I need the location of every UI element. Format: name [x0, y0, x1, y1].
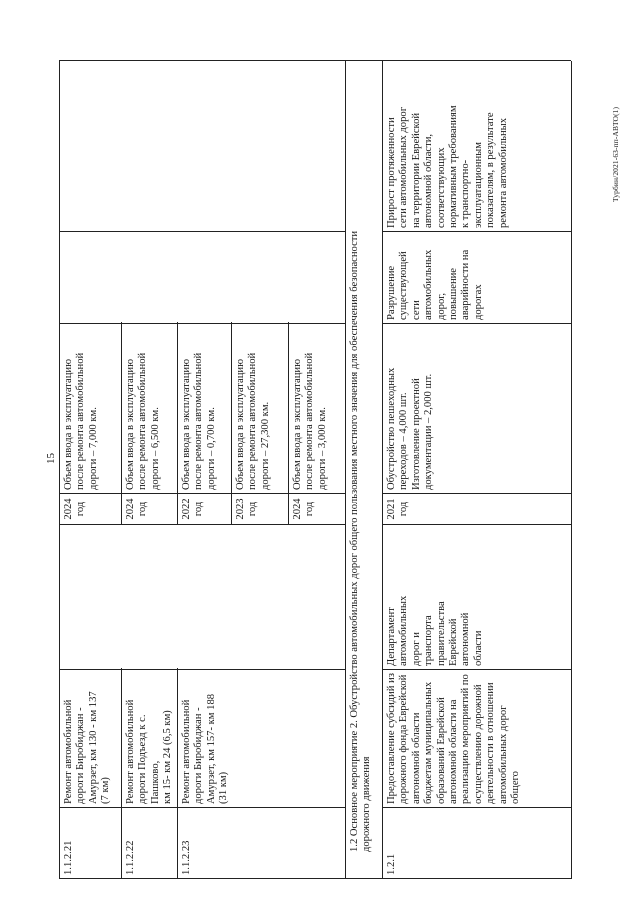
- indicator-1-2-1: Обустройство пешеходных переходов – 4,000 шт. Изготовление проектной документации – 2,000 шт.: [386, 367, 435, 490]
- row-separator-1-1-2-22: [177, 322, 178, 525]
- year-1-1-2-23-a: 2022 год: [181, 498, 205, 520]
- event-name-1-1-2-23: Ремонт автомобильной дороги Биробиджан - Амурзет, км 157- км 188 (31 км): [181, 693, 230, 804]
- row-number-1-1-2-22: 1.1.2.22: [125, 840, 136, 875]
- year-1-2-1: 2021 год: [386, 498, 410, 520]
- indicator-link-1-2-1: Прирост протяженности сети автомобильных дорог на территории Еврейской автономной области, соответствующих нормативным требованиям к транспортно- эксплуатационным показателям, в результате ремонта автомобильных: [386, 105, 509, 228]
- row-separator-1-1-2-21: [121, 322, 122, 525]
- column-divider: [59, 669, 345, 670]
- indicator-1-1-2-23-a: Объем ввода в эксплуатацию после ремонта автомобильной дороги – 0,700 км.: [181, 352, 217, 490]
- year-1-1-2-21: 2024 год: [63, 498, 87, 520]
- indicator-1-1-2-23-b: Объем ввода в эксплуатацию после ремонта автомобильной дороги – 27,300 км.: [235, 352, 271, 490]
- column-divider: [59, 231, 345, 232]
- indicator-1-1-2-21: Объем ввода в эксплуатацию после ремонта автомобильной дороги – 7,000 км.: [63, 352, 99, 490]
- table-row-separator: [345, 61, 346, 879]
- row-number-1-1-2-21: 1.1.2.21: [63, 840, 74, 875]
- indicator-1-1-2-22: Объем ввода в эксплуатацию после ремонта автомобильной дороги – 6,500 км.: [125, 352, 161, 490]
- row-separator-sub: [288, 322, 289, 525]
- column-divider: [59, 524, 345, 525]
- table-border-left: [59, 878, 571, 879]
- event-name-1-1-2-22: Ремонт автомобильной дороги Подъезд к с. Пашково, км 15- км 24 (6,5 км): [125, 699, 174, 804]
- event-name-1-1-2-21: Ремонт автомобильной дороги Биробиджан - Амурзет, км 130 - км 137 (7 км): [63, 691, 112, 804]
- executor-1-2-1: Департамент автомобильных дорог и транспорта правительства Еврейской автономной области: [386, 595, 484, 666]
- row-number-1-1-2-23: 1.1.2.23: [181, 840, 192, 875]
- page-number: 15: [45, 453, 57, 464]
- table-border-bottom: [571, 61, 572, 879]
- section-heading-1-2: 1.2 Основное мероприятие 2. Обустройство автомобильных дорог общего пользования местного значения для обеспечения безопасности дорожного движения: [349, 230, 373, 852]
- row-separator-1-1-2-22: [177, 668, 178, 879]
- indicator-1-1-2-23-c: Объем ввода в эксплуатацию после ремонта автомобильной дороги – 3,000 км.: [292, 352, 328, 490]
- table-border-top: [59, 61, 60, 879]
- year-1-1-2-22: 2024 год: [125, 498, 149, 520]
- column-divider: [382, 524, 571, 525]
- event-name-1-2-1: Предоставление субсидий из дорожного фонда Еврейской автономной области бюджетам муниципальных образований Еврейской автономной области на реализацию мероприятий по осуществлению дорожной деятельности в отношении автомобильных дорог общего: [386, 673, 522, 804]
- column-divider: [59, 807, 345, 808]
- table-row-separator: [382, 61, 383, 879]
- document-footer-code: Турбин/2021-63-пп-АВТО(1): [611, 106, 620, 202]
- year-1-1-2-23-c: 2024 год: [292, 498, 316, 520]
- consequence-1-2-1: Разрушение существующей сети автомобильных дорог, повышение аварийности на дорогах: [386, 249, 484, 320]
- row-separator-sub: [231, 322, 232, 525]
- year-1-1-2-23-b: 2023 год: [235, 498, 259, 520]
- row-separator-1-1-2-21: [121, 668, 122, 879]
- table-border-right: [59, 60, 571, 61]
- column-divider: [382, 807, 571, 808]
- row-number-1-2-1: 1.2.1: [386, 853, 397, 875]
